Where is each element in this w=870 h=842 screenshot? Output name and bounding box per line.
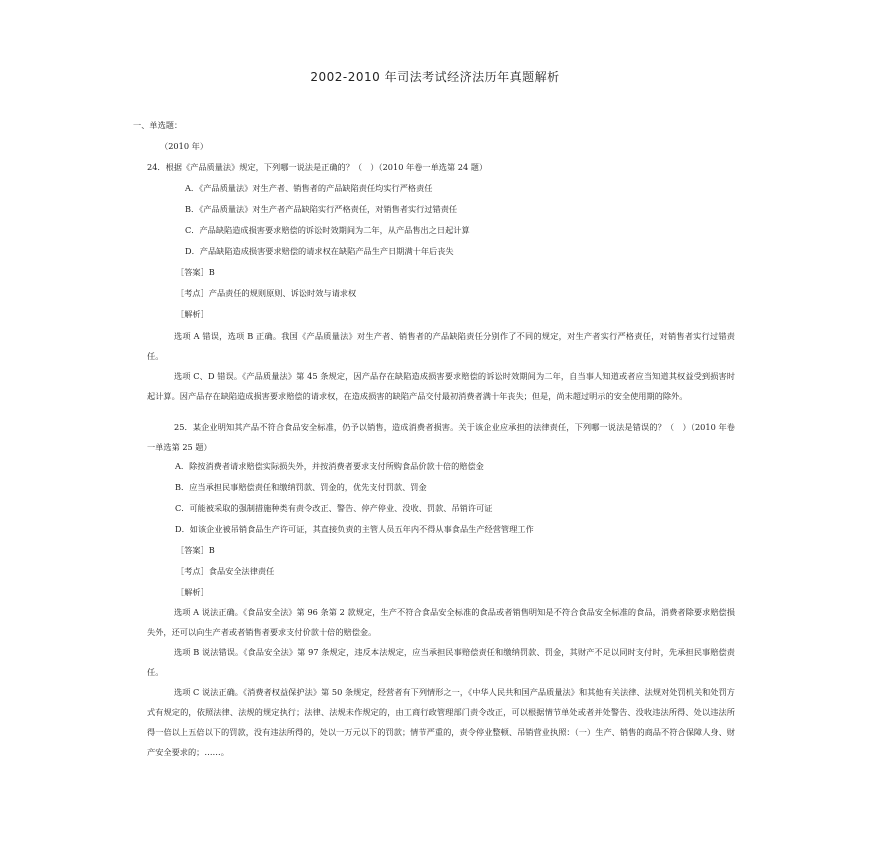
q24-option-c: C．产品缺陷造成损害要求赔偿的诉讼时效期间为二年，从产品售出之日起计算	[185, 225, 470, 235]
q24-answer: ［答案］B	[176, 267, 215, 277]
section-heading: 一、单选题：	[133, 120, 183, 130]
q25-option-d: D．如该企业被吊销食品生产许可证，其直接负责的主管人员五年内不得从事食品生产经营管理工作	[175, 524, 534, 534]
q25-analysis-b: 选项 B 说法错误。《食品安全法》第 97 条规定，违反本法规定，应当承担民事赔偿责任和缴纳罚款、罚金，其财产不足以同时支付时，先承担民事赔偿责任。	[147, 647, 735, 677]
q25-stem: 25．某企业明知其产品不符合食品安全标准，仍予以销售，造成消费者损害。关于该企业应承担的法律责任，下列哪一说法是错误的？（ ）（2010 年卷一单选第 25 题）	[147, 422, 735, 452]
q24-stem: 24．根据《产品质量法》规定，下列哪一说法是正确的？（ ）（2010 年卷一单选第 24 题）	[147, 162, 488, 172]
q24-analysis-cd: 选项 C、D 错误。《产品质量法》第 45 条规定，因产品存在缺陷造成损害要求赔偿的诉讼时效期间为二年，自当事人知道或者应当知道其权益受到损害时起计算。因产品存在缺陷造成损害要求赔偿的请求权，在造成损害的缺陷产品交付最初消费者满十年丧失；但是，尚未超过明示的安全使用期的除外。	[147, 371, 735, 401]
q24-analysis-label: ［解析］	[176, 309, 209, 319]
q25-option-b: B．应当承担民事赔偿责任和缴纳罚款、罚金的，优先支付罚款、罚金	[175, 482, 427, 492]
q25-analysis-a: 选项 A 说法正确。《食品安全法》第 96 条第 2 款规定，生产不符合食品安全标准的食品或者销售明知是不符合食品安全标准的食品，消费者除要求赔偿损失外，还可以向生产者或者销售者要求支付价款十倍的赔偿金。	[147, 607, 735, 637]
q25-analysis-label: ［解析］	[176, 587, 209, 597]
year-label: （2010 年）	[160, 141, 209, 151]
q25-analysis-c: 选项 C 说法正确。《消费者权益保护法》第 50 条规定，经营者有下列情形之一，《中华人民共和国产品质量法》和其他有关法律、法规对处罚机关和处罚方式有规定的，依照法律、法规的规定执行；法律、法规未作规定的，由工商行政管理部门责令改正，可以根据情节单处或者并处警告、没收违法所得、处以违法所得一倍以上五倍以下的罚款，没有违法所得的，处以一万元以下的罚款；情节严重的，责令停业整顿、吊销营业执照：（一）生产、销售的商品不符合保障人身、财产安全要求的；……。	[147, 687, 735, 757]
q25-answer: ［答案］B	[176, 545, 215, 555]
document-title: 2002-2010 年司法考试经济法历年真题解析	[310, 70, 560, 84]
q24-analysis-ab: 选项 A 错误，选项 B 正确。我国《产品质量法》对生产者、销售者的产品缺陷责任分别作了不同的规定，对生产者实行严格责任，对销售者实行过错责任。	[147, 331, 735, 361]
q24-option-b: B．《产品质量法》对生产者产品缺陷实行严格责任，对销售者实行过错责任	[185, 204, 458, 214]
q24-option-d: D．产品缺陷造成损害要求赔偿的请求权在缺陷产品生产日期满十年后丧失	[185, 246, 454, 256]
q25-point: ［考点］食品安全法律责任	[176, 566, 275, 576]
q24-point: ［考点］产品责任的规则原则、诉讼时效与请求权	[176, 288, 357, 298]
q24-option-a: A．《产品质量法》对生产者、销售者的产品缺陷责任均实行严格责任	[185, 183, 433, 193]
q25-option-a: A．除按消费者请求赔偿实际损失外，并按消费者要求支付所购食品价款十倍的赔偿金	[175, 461, 484, 471]
q25-option-c: C．可能被采取的强制措施种类有责令改正、警告、停产停业、没收、罚款、吊销许可证	[175, 503, 493, 513]
